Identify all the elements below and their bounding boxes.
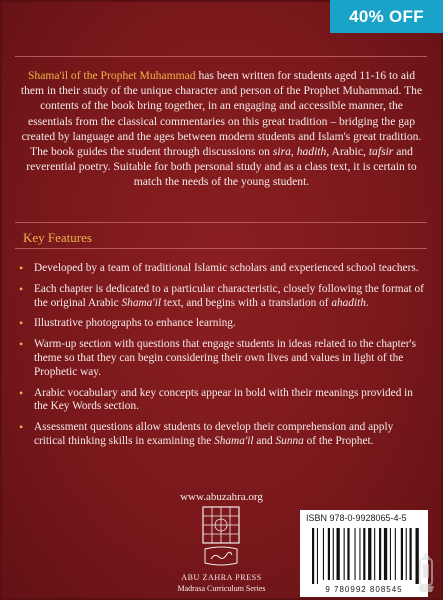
barcode-bar xyxy=(323,528,324,580)
feature-item: • Each chapter is dedicated to a particular characteristic, closely following the format of the original Arabic Shama'il text, and begins with a translation of ahadith. xyxy=(19,281,424,309)
barcode-bar xyxy=(379,528,381,580)
bullet-icon: • xyxy=(19,385,24,400)
key-features-divider xyxy=(15,248,427,249)
bullet-icon: • xyxy=(19,316,24,331)
abu-zahra-press-logo-icon xyxy=(197,505,245,571)
feature-item: • Arabic vocabulary and key concepts appear in bold with their meanings provided in the Key Words section. xyxy=(19,385,413,413)
series-name: Madrasa Curriculum Series xyxy=(177,584,266,593)
website-link: www.abuzahra.org xyxy=(180,491,263,503)
barcode-bar xyxy=(368,528,371,580)
barcode-bar xyxy=(363,528,365,580)
book-title-highlight: Shama'il of the Prophet Muhammad xyxy=(27,69,196,82)
bullet-icon: • xyxy=(19,281,24,296)
barcode-bar xyxy=(328,528,330,580)
key-features-heading: Key Features xyxy=(23,230,92,245)
barcode-bar xyxy=(337,528,340,580)
barcode-bar xyxy=(344,528,345,580)
barcode-icon xyxy=(310,528,420,584)
feature-item: • Warm-up section with questions that engage students in ideas related to the chapter's theme so that they can begin considering their own lives and values in light of the Prophetic way. xyxy=(19,337,416,378)
isbn-label: ISBN 978-0-9928065-4-5 xyxy=(306,513,407,523)
barcode-bar xyxy=(374,528,375,580)
barcode-bar xyxy=(312,528,314,584)
feature-item: • Assessment questions allow students to develop their comprehension and apply critical thinking skills in examining the Shama'il and Sunna of the Prophet. xyxy=(19,420,394,447)
barcode-bar xyxy=(406,528,407,580)
barcode-number: 9 780992 808545 xyxy=(325,585,403,594)
barcode-bar xyxy=(384,528,387,580)
discount-badge: 40% OFF xyxy=(330,0,443,33)
barcode-bar xyxy=(395,528,396,580)
barcode-bar xyxy=(355,528,356,580)
barcode-bar xyxy=(333,528,334,580)
bullet-icon: • xyxy=(19,420,24,435)
barcode-bar xyxy=(347,528,349,580)
barcode-bar xyxy=(390,528,391,580)
lantern-watermark-icon xyxy=(412,550,440,596)
barcode-bar xyxy=(401,528,403,580)
barcode-bar xyxy=(359,528,360,580)
intro-paragraph: Shama'il of the Prophet Muhammad has been written for students aged 11-16 to aid them in their study of the unique character and person of the Prophet Muhammad. The contents of the book bring together, in an engaging and accessible manner, the essentials from the classical commentaries on this great tradition – bridging the gap created by language and the ages between modern students and Islam's great tradition. The book guides the student through discussions on sira, hadith, Arabic, tafsir and reverential poetry. Suitable for both personal study and as a class text, it is certain to match the needs of the young student. xyxy=(20,69,423,189)
feature-item: • Developed by a team of traditional Islamic scholars and experienced school teachers. xyxy=(19,261,419,275)
publisher-name: ABU ZAHRA PRESS xyxy=(181,573,262,582)
bullet-icon: • xyxy=(19,337,24,352)
bullet-icon: • xyxy=(19,261,24,275)
barcode-bar xyxy=(317,528,318,584)
feature-item: • Illustrative photographs to enhance learning. xyxy=(19,316,236,331)
isbn-barcode-panel xyxy=(300,510,428,597)
key-features-list xyxy=(19,262,427,456)
